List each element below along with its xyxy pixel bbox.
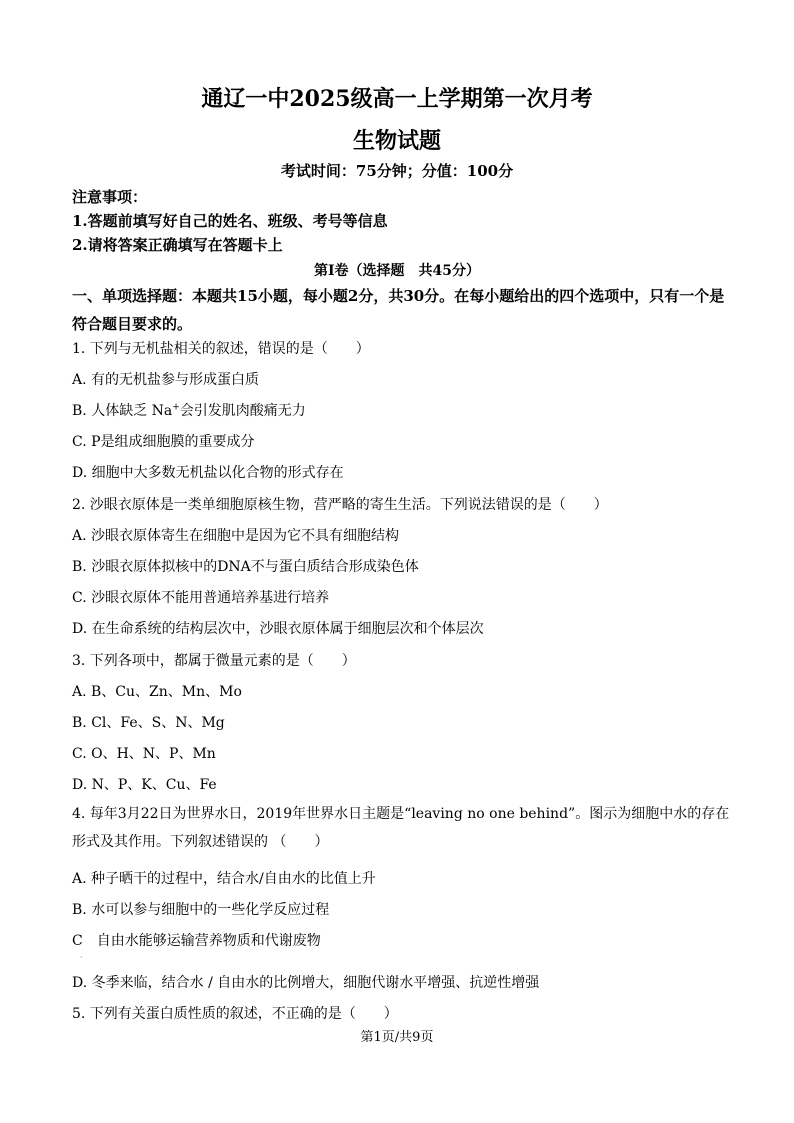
section-title: 第Ⅰ卷（选择题 共45分） — [313, 263, 481, 279]
page-number: 第1页/共9页 — [360, 1030, 434, 1045]
question-4-option-b: B. 水可以参与细胞中的一些化学反应过程 — [72, 902, 330, 918]
question-3-option-d: D. N、P、K、Cu、Fe — [72, 777, 217, 793]
question-4-option-c: C 自由水能够运输营养物质和代谢废物 — [72, 933, 321, 949]
question-4-stem: 4. 每年3月22日为世界水日，2019年世界水日主题是“leaving no one behind”。图示为细胞中水的存在形式及其作用。下列叙述错误的 （ ） — [72, 806, 730, 850]
question-2-option-a: A. 沙眼衣原体寄生在细胞中是因为它不具有细胞结构 — [72, 528, 400, 544]
question-1-option-a: A. 有的无机盐参与形成蛋白质 — [72, 372, 260, 388]
question-1-option-b — [72, 400, 732, 420]
option-b-sup: + — [172, 402, 180, 413]
notes-heading: 注意事项： — [72, 188, 148, 206]
option-b-post: 会引发肌肉酸痛无力 — [179, 403, 306, 419]
option-b-pre: B. 人体缺乏 Na — [72, 403, 173, 419]
question-1-option-d: D. 细胞中大多数无机盐以化合物的形式存在 — [72, 465, 344, 481]
subject-title: 生物试题 — [352, 128, 441, 154]
question-4-option-a: A. 种子晒干的过程中，结合水/自由水的比值上升 — [72, 871, 376, 887]
exam-title: 通辽一中2025级高一上学期第一次月考 — [201, 86, 593, 112]
exam-info: 考试时间：75分钟；分值：100分 — [280, 162, 514, 180]
note-item-1: 1.答题前填写好自己的姓名、班级、考号等信息 — [72, 212, 388, 230]
question-5-stem: 5. 下列有关蛋白质性质的叙述，不正确的是（ ） — [72, 1006, 398, 1022]
question-1-stem: 1. 下列与无机盐相关的叙述，错误的是（ ） — [72, 341, 370, 357]
question-3-option-a: A. B、Cu、Zn、Mn、Mo — [72, 684, 242, 700]
question-3-option-c: C. O、H、N、P、Mn — [72, 746, 216, 762]
question-2-option-b: B. 沙眼衣原体拟核中的DNA不与蛋白质结合形成染色体 — [72, 559, 419, 575]
question-4-option-d: D. 冬季来临，结合水 / 自由水的比例增大，细胞代谢水平增强、抗逆性增强 — [72, 975, 540, 991]
question-1-option-c: C. P是组成细胞膜的重要成分 — [72, 434, 255, 450]
section-instruction: 一、单项选择题：本题共15小题，每小题2分，共30分。在每小题给出的四个选项中，只有一个是符合题目要求的。 — [72, 287, 725, 333]
question-3-option-b: B. Cl、Fe、S、N、Mg — [72, 715, 225, 731]
note-item-2: 2.请将答案正确填写在答题卡上 — [72, 236, 283, 254]
stray-mark: · — [80, 953, 83, 962]
question-2-option-d: D. 在生命系统的结构层次中，沙眼衣原体属于细胞层次和个体层次 — [72, 621, 484, 637]
question-2-option-c: C. 沙眼衣原体不能用普通培养基进行培养 — [72, 590, 330, 606]
question-2-stem: 2. 沙眼衣原体是一类单细胞原核生物，营严略的寄生生活。下列说法错误的是（ ） — [72, 497, 608, 513]
question-3-stem: 3. 下列各项中，都属于微量元素的是（ ） — [72, 653, 356, 669]
